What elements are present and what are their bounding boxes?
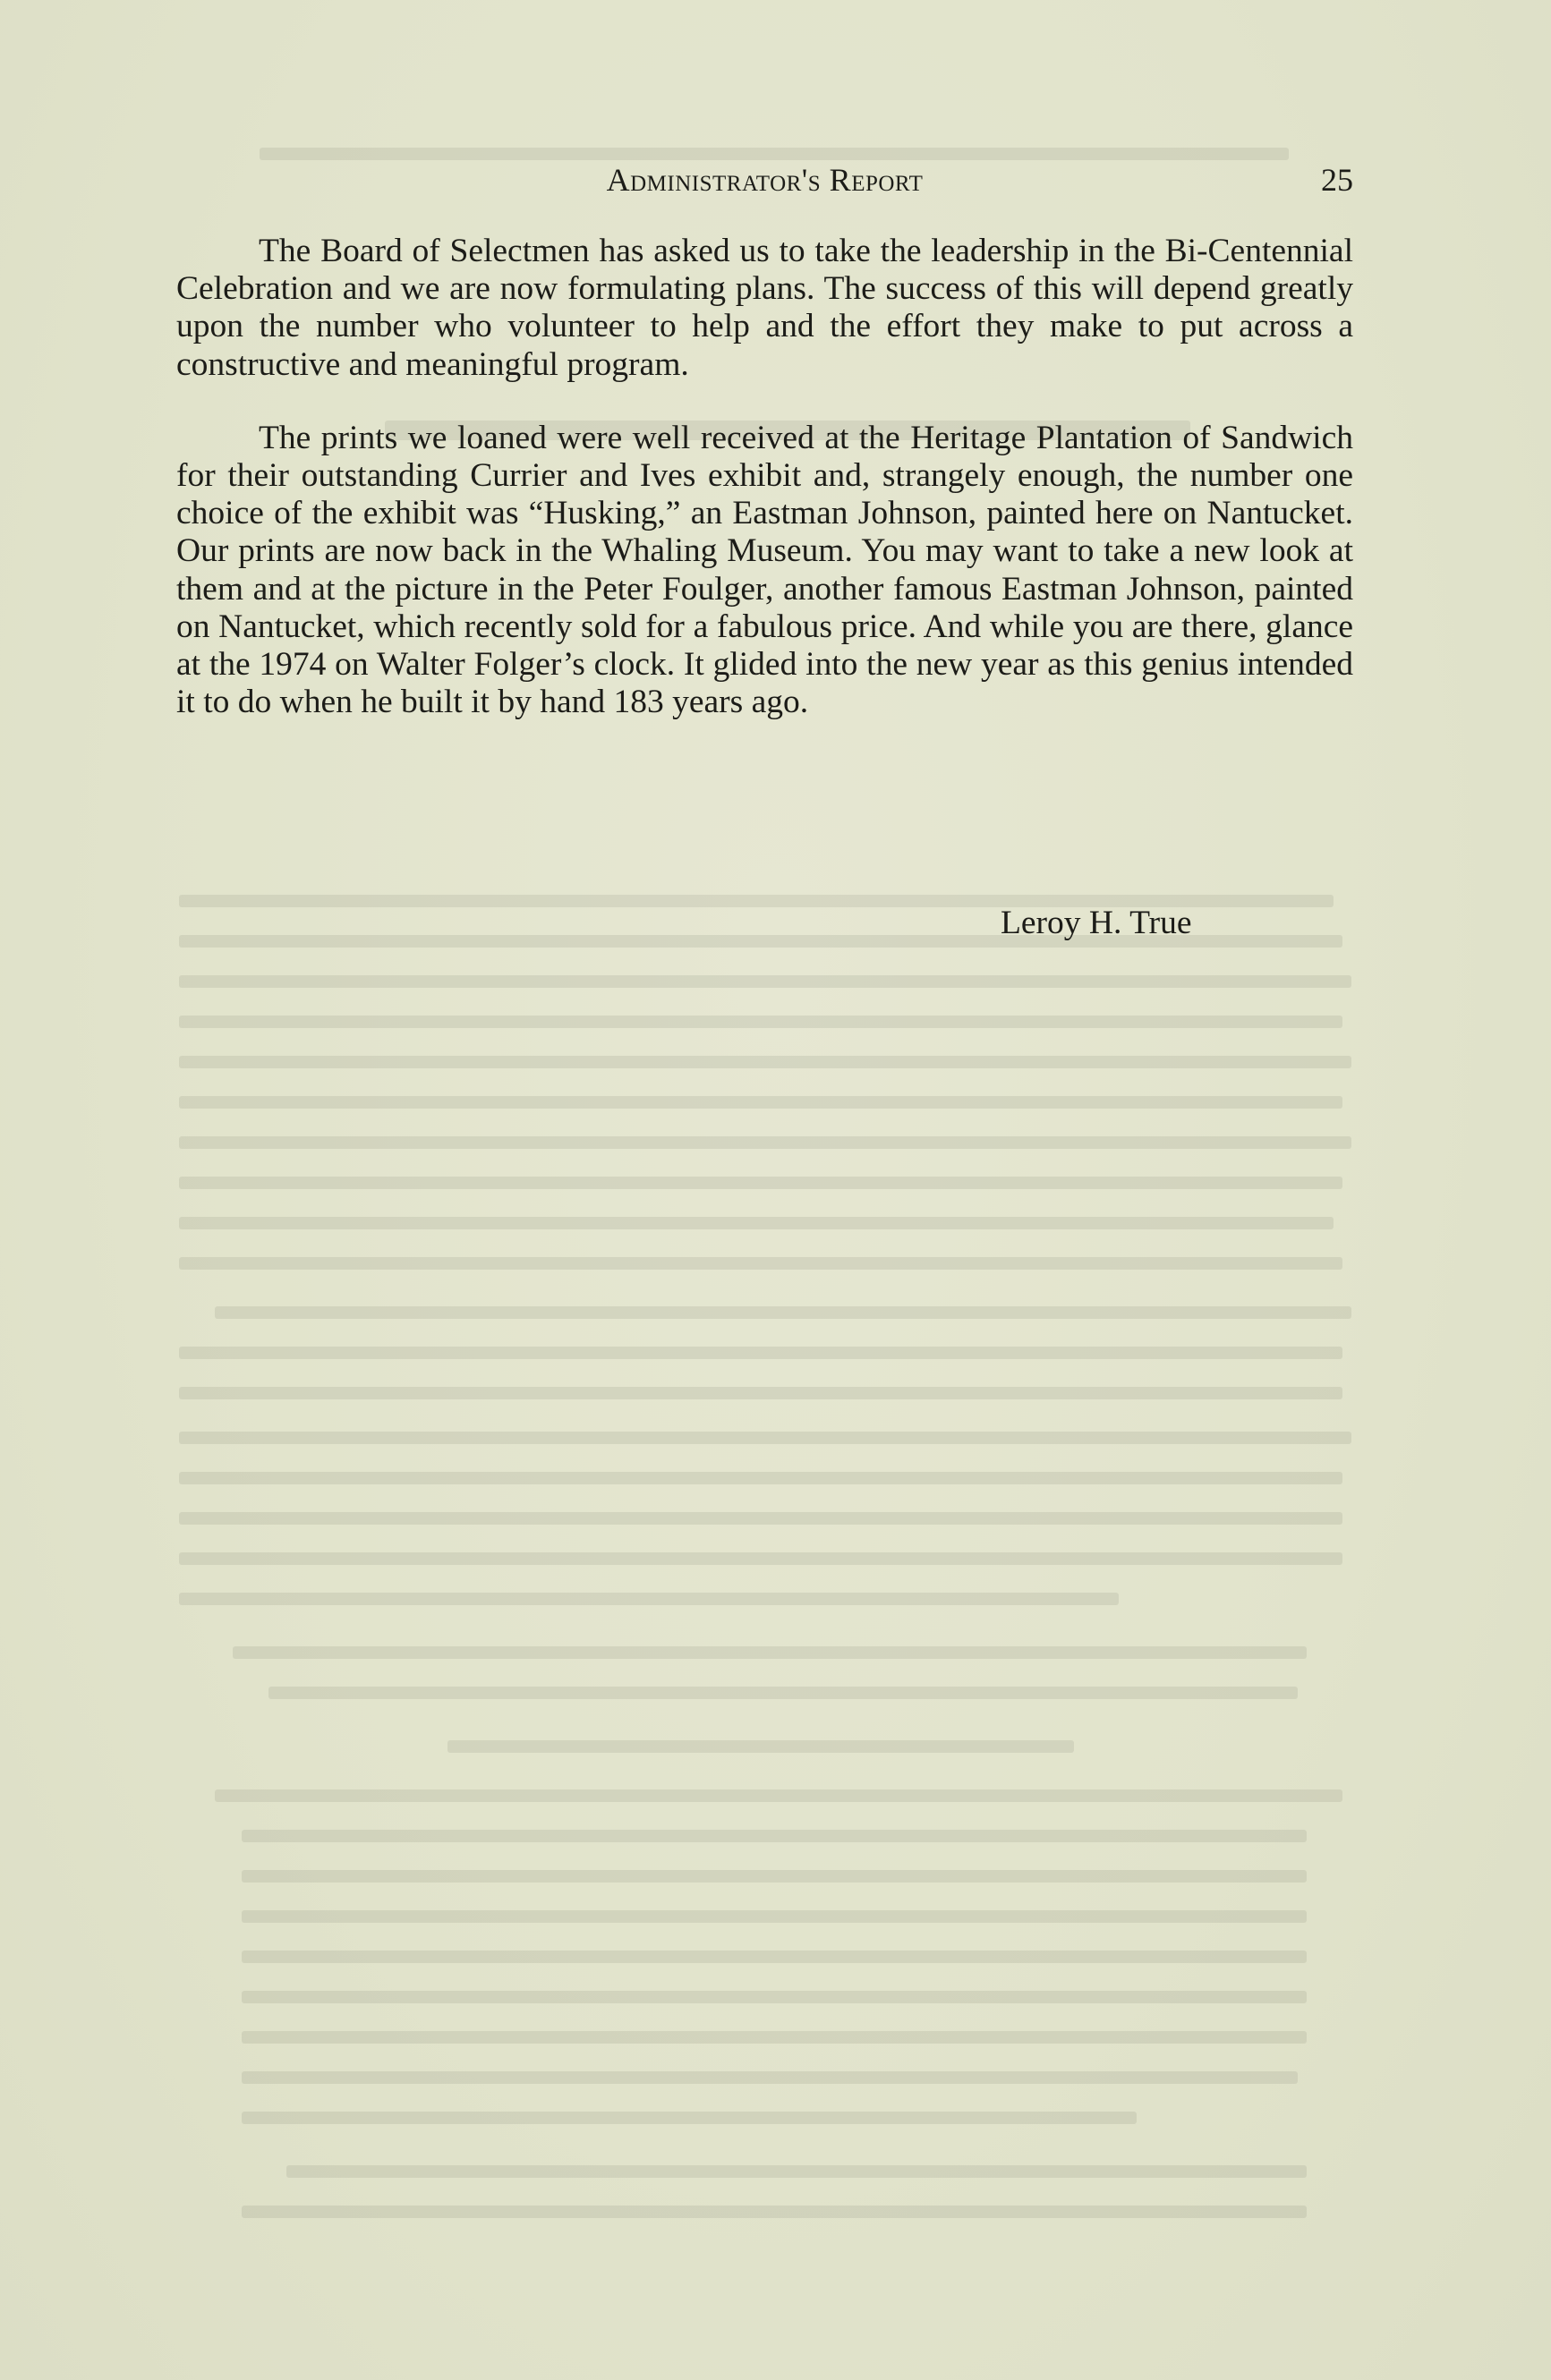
signature: Leroy H. True: [1001, 905, 1192, 941]
paragraph-1: The Board of Selectmen has asked us to take the leadership in the Bi-Centennial Celebration and we are now formulating plans. The success of this will depend greatly upon the number who volunteer to help and the effort they make to put across a constructive and meaningful program.: [176, 233, 1353, 383]
page-number: 25: [1321, 162, 1353, 198]
body-text: [176, 233, 1353, 757]
header-title: Administrator's Report: [606, 162, 924, 198]
paragraph-2: The prints we loaned were well received at the Heritage Plantation of Sandwich for their outstanding Currier and Ives exhibit and, strangely enough, the number one choice of the exhibit was “Husking,” an Eastman Johnson, painted here on Nantucket. Our prints are now back in the Whaling Museum. You may want to take a new look at them and at the picture in the Peter Foulger, another famous Eastman Johnson, painted on Nantucket, which recently sold for a fabulous price. And while you are there, glance at the 1974 on Walter Folger’s clock. It glided into the new year as this genius intended it to do when he built it by hand 183 years ago.: [176, 419, 1353, 721]
running-header: [176, 161, 1353, 206]
